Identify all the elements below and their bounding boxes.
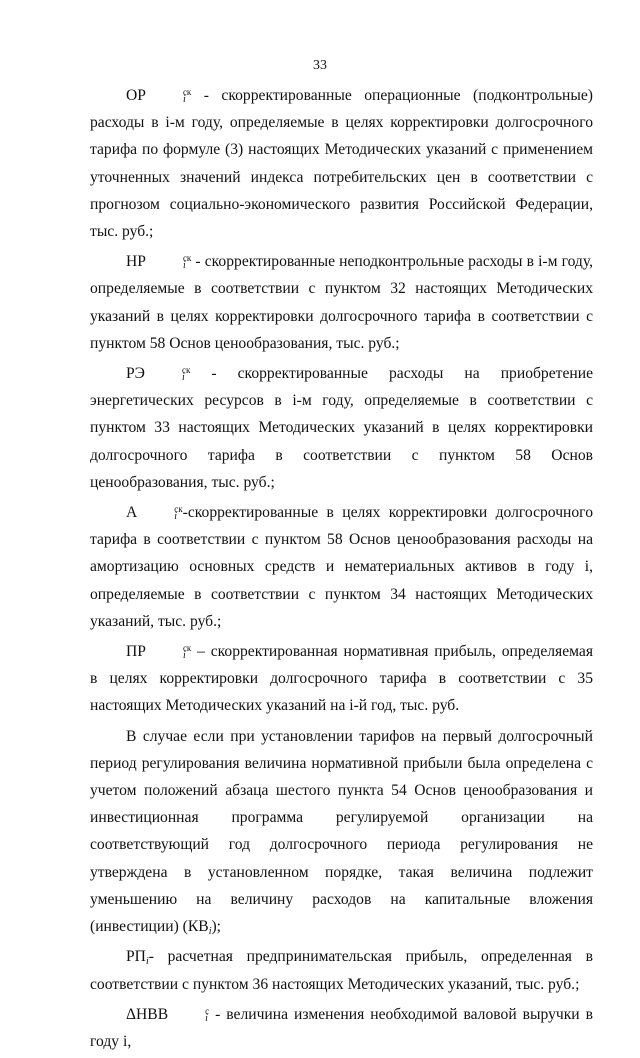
formula-symbol-re: РЭ ск i [126,365,191,384]
paragraph-capital-investment [90,723,593,941]
paragraph-text: - скорректированные расходы на приобретение энергетических ресурсов в i-м году, определяемые в соответствии с пунктом 33 настоящих Методических указаний в целях корректировки долгосрочного тарифа в соответствии с пунктом 58 Основ ценообразования, тыс. руб.; [90,365,593,491]
formula-symbol-rp: $РП_i$ [126,948,149,968]
paragraph-text: -скорректированные в целях корректировки долгосрочного тарифа в соответствии с пунктом 58 Основ ценообразования расходы на амортизацию основных средств и нематериальных активов в году i, определяемые в соответствии с пунктом 34 настоящих Методических указаний, тыс. руб.; [90,504,593,630]
paragraph-pr-definition [90,638,593,720]
paragraph-text: - расчетная предпринимательская прибыль, определенная в соответствии с пунктом 36 настоящих Методических указаний, тыс. руб.; [90,948,593,993]
paragraph-op-definition [90,82,593,245]
formula-symbol-op: ОР ск i [126,87,192,105]
formula-symbol-a: А ск i [126,504,183,523]
formula-symbol-kv: $КВ_i$ [187,918,212,938]
formula-symbol-delta-nvv: ΔНВВ с i [126,1005,210,1024]
paragraph-text: - скорректированные операционные (подконтрольные) расходы в i-м году, определяемые в целях корректировки долгосрочного тарифа по формуле (3) настоящих Методических указаний с применением уточненных значений индекса потребительских цен в соответствии с прогнозом социально-экономического развития Российской Федерации, тыс. руб.; [90,87,593,241]
paragraph-text: В случае если при установлении тарифов на первый долгосрочный период регулирования величина нормативной прибыли была определена с учетом положений абзаца шестого пункта 54 Основ ценообразования и инвестиционная программа регулируемой организации на соответствующий год долгосрочного периода регулирования не утверждена в установленном порядке, такая величина подлежит уменьшению на величину расходов на капитальные вложения (инвестиции) ( [90,727,593,936]
paragraph-text-end: ); [211,918,221,936]
paragraph-text: – скорректированная нормативная прибыль, определяемая в целях корректировки долгосрочного тарифа в соответствии с 35 настоящих Методических указаний на i-й год, тыс. руб. [90,643,593,715]
paragraph-delta-nvv-definition [90,1001,593,1055]
paragraph-rp-definition [90,943,593,997]
paragraph-nr-definition [90,248,593,357]
formula-symbol-nr: НР ск i [126,253,192,272]
paragraph-re-definition [90,360,593,496]
formula-symbol-pr: ПР ск i [126,643,192,662]
page-number: 33 [313,58,327,73]
paragraph-a-definition [90,499,593,635]
paragraph-text: - величина изменения необходимой валовой выручки в году i, [90,1005,593,1050]
paragraph-text: - скорректированные неподконтрольные расходы в i-м году, определяемые в соответствии с пунктом 32 настоящих Методических указаний в целях корректировки долгосрочного тарифа в соответствии с пунктом 58 Основ ценообразования, тыс. руб.; [90,253,593,352]
document-body [90,82,593,1058]
